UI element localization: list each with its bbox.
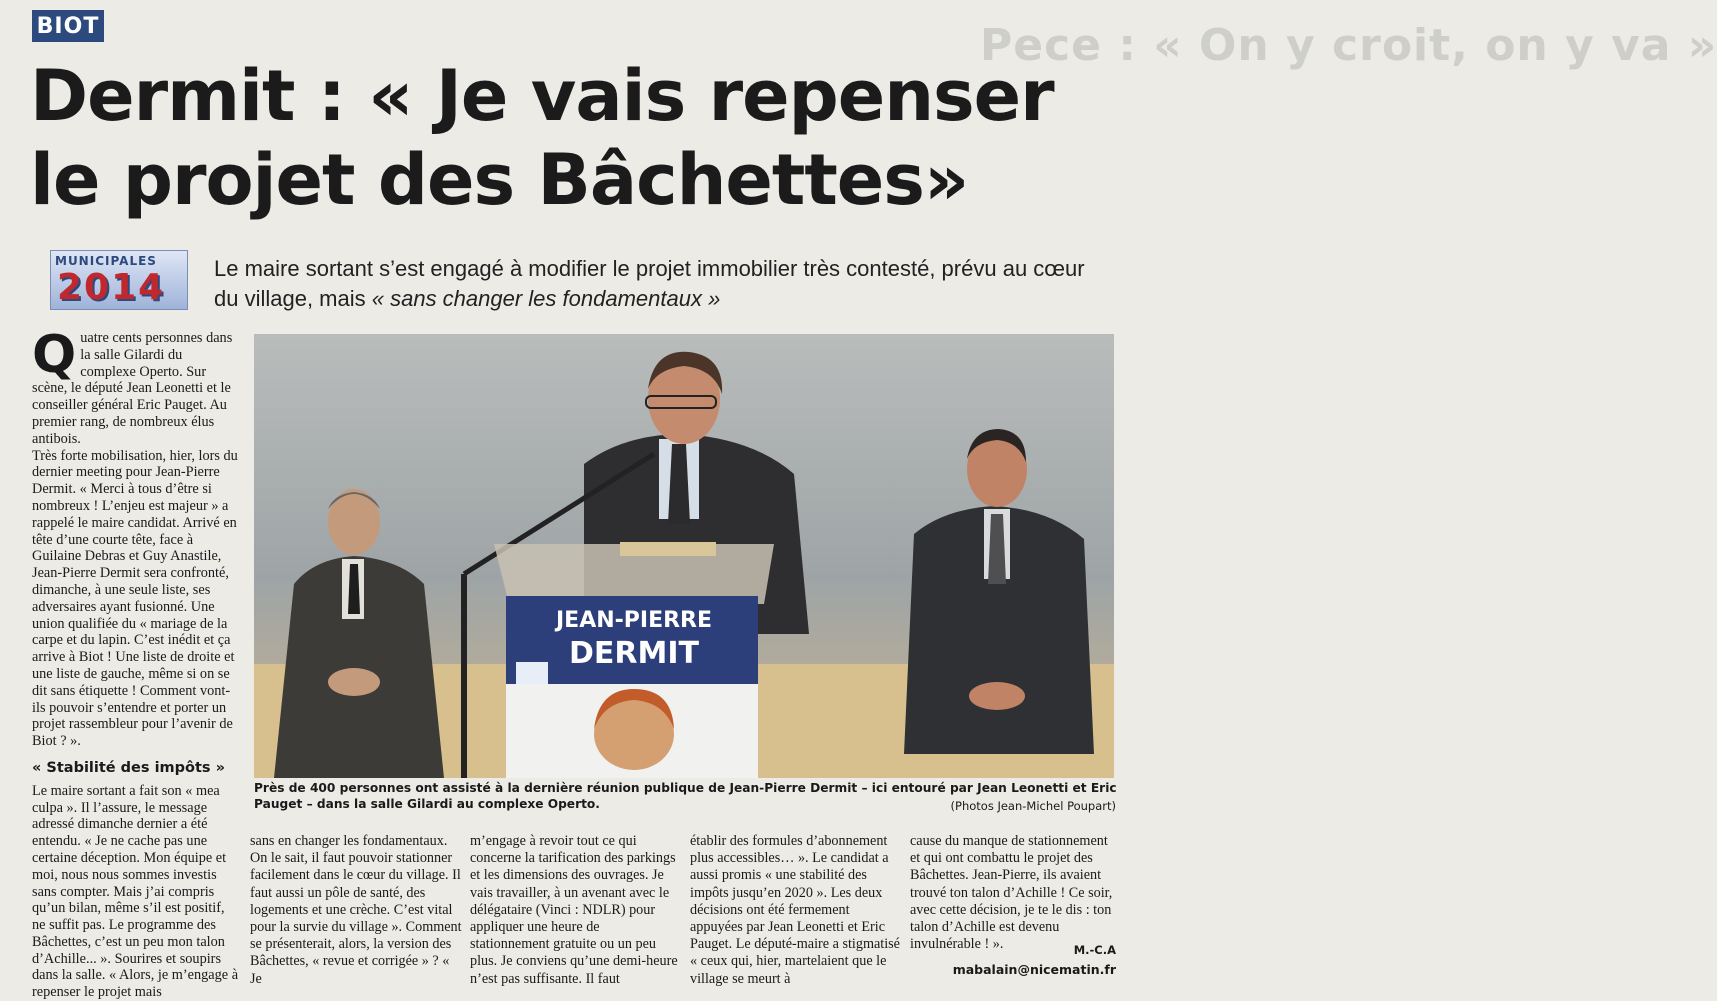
author-signature: M.-C.A [1073, 943, 1116, 957]
podium-sign [510, 598, 758, 680]
article-column-5 [910, 833, 1116, 953]
photo-credit: (Photos Jean-Michel Poupart) [950, 799, 1116, 813]
logo-text-year: 2014 [57, 267, 166, 308]
municipales-2014-logo [50, 250, 188, 310]
headline [30, 54, 1100, 222]
article-column-1 [32, 325, 240, 1001]
paragraph-intro-text: uatre cents personnes dans la salle Gilardi du complexe Operto. Sur scène, le député Jean Leonetti et le conseiller général Eric Pauget. Au premier rang, de nombreux élus antibois. [32, 330, 233, 447]
headline-line-2: le projet des Bâchettes» [30, 139, 969, 221]
photo-illustration [254, 334, 1114, 778]
adjacent-headline-bleed: Pece : « On y croit, on y va » [980, 20, 1717, 71]
paragraph-intro [32, 325, 240, 448]
column-5-text: cause du manque de stationnement et qui ont combattu le projet des Bâchettes. Jean-Pierre, ils avaient trouvé ton talon d’Achille ! Ce soir, avec cette décision, je te le dis : ton talon d’Achille est devenu invulnérable ! ». [910, 833, 1113, 953]
article-column-2 [250, 833, 462, 988]
intertitle: « Stabilité des impôts » [32, 759, 225, 776]
logo-text-municipales: MUNICIPALES [55, 254, 157, 268]
column-2-text: sans en changer les fondamentaux. On le sait, il faut pouvoir stationner facilement dans le cœur du village. Il faut aussi un pôle de santé, des logements et une crèche. C’est vital pour la survie du village ». Comment se présenterait, alors, la version des Bâchettes, « revue et corrigée » ? « Je [250, 833, 462, 987]
paragraph-3: Le maire sortant a fait son « mea culpa ». Il l’assure, le message adressé dimanche dernier a été entendu. « Je ne cache pas une certaine déception. Mon équipe et moi, nous nous sommes investis sans compter. Mais j’ai compris qu’un bilan, même s’il est positif, ne suffit pas. Le programme des Bâchettes, c’est un peu mon talon d’Achille... ». Sourires et soupirs dans la salle. « Alors, je m’engage à repenser le projet mais [32, 782, 239, 1001]
column-4-text: établir des formules d’abonnement plus accessibles… ». Le candidat a aussi promis « une stabilité des impôts jusqu’en 2020 ». Les deux décisions ont été fermement appuyées par Jean Leonetti et Eric Pauget. Le député-maire a stigmatisé « ceux qui, hier, martelaient que le village se meurt à [690, 833, 900, 987]
podium-name-first: JEAN-PIERRE [555, 608, 713, 633]
photo-caption: Près de 400 personnes ont assisté à la dernière réunion publique de Jean-Pierre Dermit – ici entouré par Jean Leonetti et Eric Pauget – dans la salle Gilardi au complexe Operto. [254, 781, 1117, 811]
podium-name-last: DERMIT [569, 636, 699, 671]
drop-cap: Q [32, 325, 77, 385]
column-3-text: m’engage à revoir tout ce qui concerne la tarification des parkings et les dimensions des ouvrages. Je vais travailler, à un avenant avec le délégataire (Vinci : NDLR) pour appliquer une heure de stationnement gratuite ou un peu plus. Je conviens qu’une demi-heure n’est pas suffisante. Il faut [470, 833, 678, 987]
paragraph-2: Très forte mobilisation, hier, lors du dernier meeting pour Jean-Pierre Dermit. « Merci à tous d’être si nombreux ! L’enjeu est majeur » a rappelé le maire candidat. Arrivé en tête d’une courte tête, face à Guilaine Debras et Guy Anastile, Jean-Pierre Dermit sera confronté, dimanche, à une seule liste, ses adversaires ayant fusionné. Une union qualifiée du « mariage de la carpe et du lapin. C’est inédit et ça arrive à Biot ! Une liste de droite et une liste de gauche, même si on se dit sans étiquette ! Comment vont-ils pouvoir s’entendre et porter un projet rassembleur pour l’avenir de Biot ? ». [32, 447, 238, 750]
subheadline [214, 254, 1104, 314]
article-photo [254, 334, 1114, 778]
author-email: mabalain@nicematin.fr [952, 962, 1116, 977]
headline-line-1: Dermit : « Je vais repenser [30, 55, 1054, 137]
subheadline-text: Le maire sortant s’est engagé à modifier le projet immobilier très contesté, prévu au cœur du village, mais [214, 256, 1085, 311]
rubric-label: BIOT [32, 10, 104, 42]
article-column-3 [470, 833, 682, 988]
article-column-4 [690, 833, 902, 988]
subheadline-quote: « sans changer les fondamentaux » [371, 286, 721, 311]
